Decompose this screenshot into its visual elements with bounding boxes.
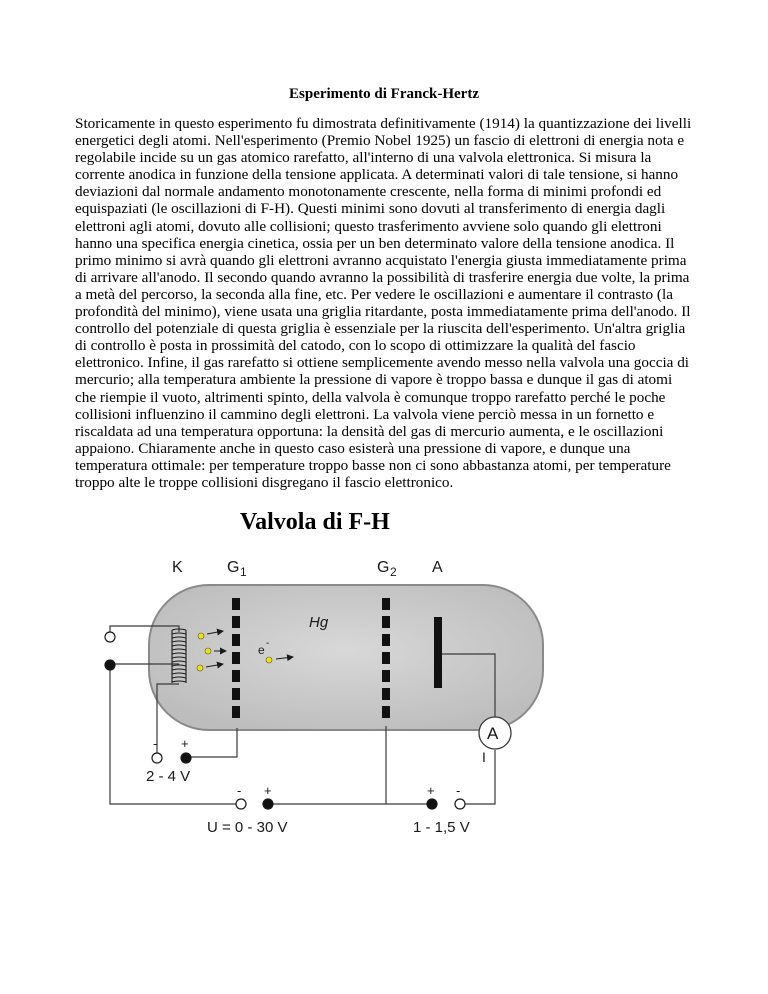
heater-minus-terminal — [152, 753, 162, 763]
cathode-label: K — [172, 559, 183, 576]
retard-minus-label: - — [456, 783, 461, 798]
grid-1 — [232, 598, 240, 718]
heater-terminal-top — [105, 632, 115, 642]
accel-voltage-label: U = 0 - 30 V — [207, 819, 288, 836]
retard-voltage-label: 1 - 1,5 V — [413, 819, 470, 836]
anode-label: A — [432, 559, 443, 576]
retard-minus-terminal — [455, 799, 465, 809]
accel-plus-terminal — [263, 799, 273, 809]
anode-plate — [434, 617, 442, 688]
grid2-subscript: 2 — [390, 565, 397, 579]
figure-title: Valvola di F-H — [240, 509, 390, 535]
electron-superscript: - — [266, 638, 270, 649]
grid-2 — [382, 598, 390, 718]
document-body-paragraph: Storicamente in questo esperimento fu dimostrata definitivamente (1914) la quantizzazione dei livelli energetici degli atomi. Nell'esperimento (Premio Nobel 1925) un fascio di elettroni di energia nota e regolabile incide su un gas atomico rarefatto, all'interno di una valvola elettronica. Si misura la corrente anodica in funzione della tensione applicata. A determinati valori di tale tensione, si hanno deviazioni dal normale andamento monotonamente crescente, nella forma di minimi profondi ed equispaziati (le oscillazioni di F-H). Questi minimi sono dovuti al transferimento di energia dagli elettroni agli atomi, dovuto alle collisioni; questo trasferimento avviene solo quando gli elettroni hanno una specifica energia cinetica, ossia per un ben determinato valore della tensione anodica. Il primo minimo si avrà quando gli elettroni avranno acquistato l'energia giusta immediatamente prima di arrivare all'anodo. Il secondo quando avranno la possibilità di trasferire energia due volte, la prima a metà del percorso, la seconda alla fine, etc. Per vedere le oscillazioni e aumentare il contrasto (la profondità del minimo), viene usata una griglia ritardante, posta immediatamente prima dell'anodo. Il controllo del potenziale di questa griglia è essenziale per la riuscita dell'esperimento. Un'altra griglia di controllo è posta in prossimità del catodo, con lo scopo di ottimizzare la qualità del fascio elettronico. Infine, il gas rarefatto si ottiene semplicemente avendo messo nella valvola una goccia di mercurio; alla temperatura ambiente la pressione di vapore è troppo bassa e dunque il gas di atomi che riempie il vuoto, altrimenti spinto, della valvola è comunque troppo rarefatto perché le poche collisioni influenzino il cammino degli elettroni. La valvola viene perciò messa in un fornetto e riscaldata ad una temperatura opportuna: la densità del gas di mercurio aumenta, e le oscillazioni appaiono. Chiaramente anche in questo caso esisterà una pressione di vapore, e dunque una temperatura ottimale: per temperature troppo basse non ci sono abbastanza atomi, per temperature troppo alte le troppe collisioni disgregano il fascio elettronico. — [75, 115, 692, 491]
ammeter-label: A — [487, 724, 499, 743]
heater-plus-label: + — [181, 736, 189, 751]
grid1-subscript: 1 — [240, 565, 247, 579]
heater-terminal-bottom — [105, 660, 115, 670]
heater-voltage-label: 2 - 4 V — [146, 768, 191, 785]
electron-label: e — [258, 643, 265, 657]
accel-minus-terminal — [236, 799, 246, 809]
grid2-label: G — [377, 559, 390, 576]
current-label: I — [482, 749, 486, 765]
heater-plus-terminal — [181, 753, 191, 763]
heater-minus-label: - — [153, 736, 158, 751]
gas-label: Hg — [309, 614, 329, 631]
retard-plus-terminal — [427, 799, 437, 809]
vacuum-tube — [149, 585, 543, 730]
accel-plus-label: + — [264, 783, 272, 798]
accel-minus-label: - — [237, 783, 242, 798]
retard-plus-label: + — [427, 783, 435, 798]
document-title: Esperimento di Franck-Hertz — [289, 86, 479, 102]
grid1-label: G — [227, 559, 240, 576]
